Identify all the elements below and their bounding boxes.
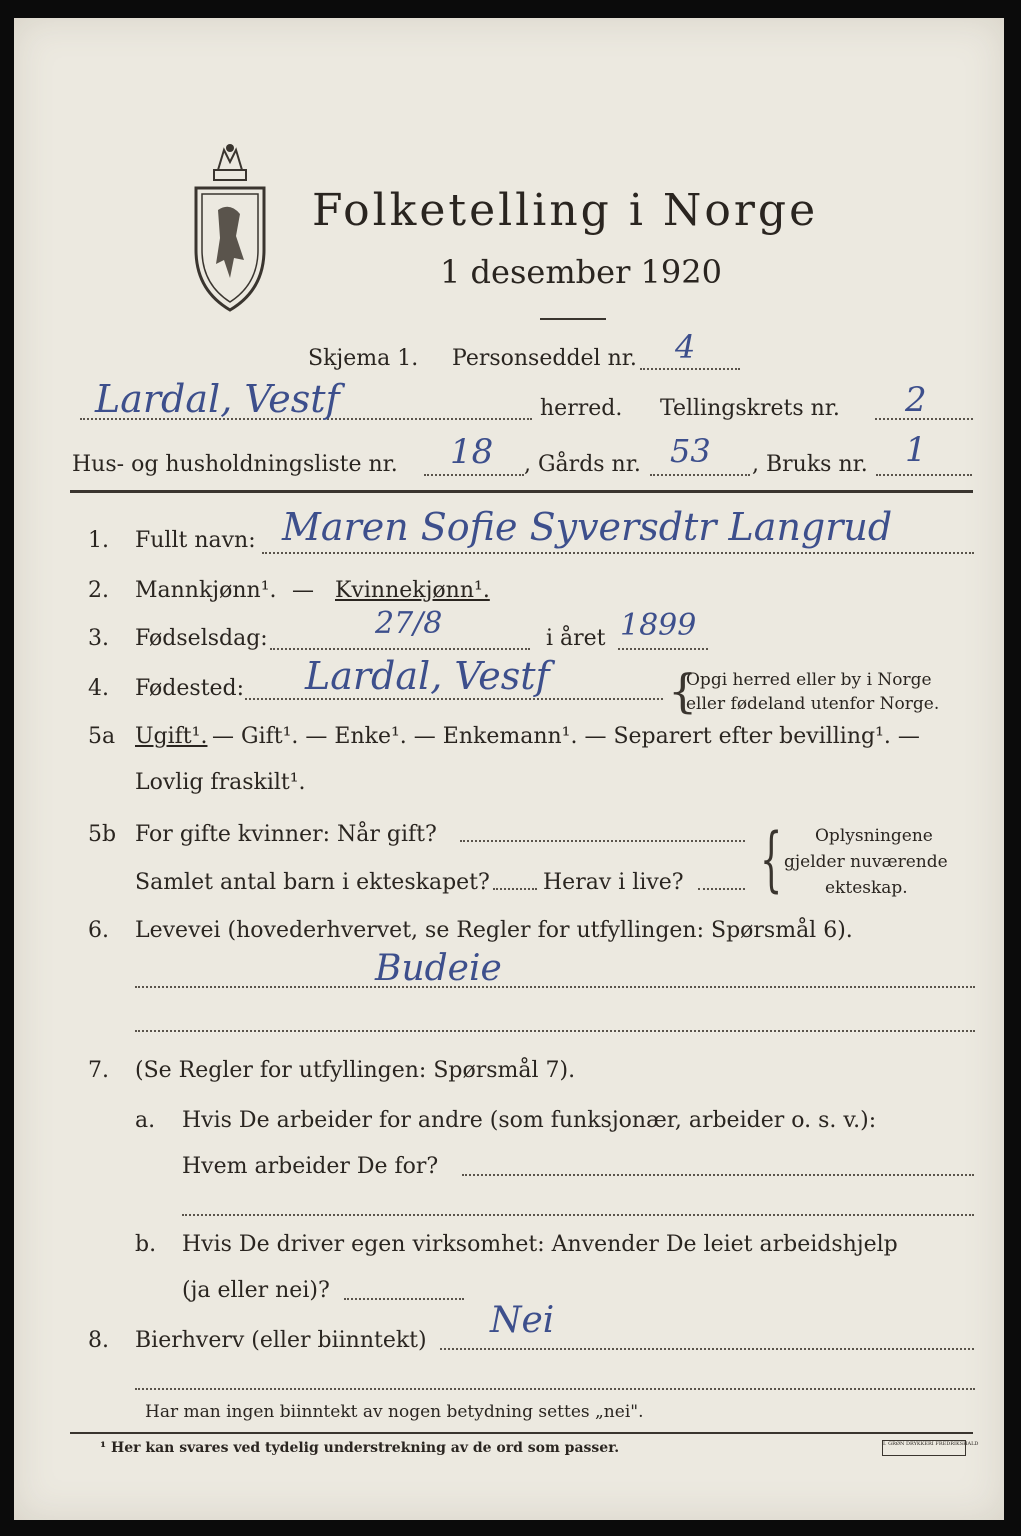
bruks-label: , Bruks nr. <box>752 452 868 477</box>
q7a-employer-field-line <box>462 1174 974 1176</box>
q6-number: 6. <box>88 918 109 943</box>
q8-field-line-2 <box>135 1388 975 1390</box>
q5a-options[interactable]: — Gift¹. — Enke¹. — Enkemann¹. — Separert efter bevilling¹. — <box>212 724 920 749</box>
q3-birthday-value[interactable]: 27/8 <box>375 606 443 641</box>
q5b-label-alive: Herav i live? <box>543 870 684 895</box>
q7b-yesno-label: (ja eller nei)? <box>182 1278 330 1303</box>
census-form-page <box>14 18 1004 1520</box>
gards-label: , Gårds nr. <box>524 452 641 477</box>
q8-side-income-value[interactable]: Nei <box>490 1300 555 1341</box>
q5b-label-married: For gifte kvinner: Når gift? <box>135 822 437 847</box>
hus-field-line <box>424 474 524 476</box>
q4-field-line <box>245 698 663 700</box>
q8-field-line <box>440 1348 974 1350</box>
title-divider <box>540 318 606 320</box>
q3-label: Fødselsdag: <box>135 626 268 651</box>
q5b-children-field-line <box>493 888 537 890</box>
q4-birthplace-value[interactable]: Lardal, Vestf <box>305 654 550 698</box>
q7b-field-line <box>344 1298 464 1300</box>
printer-stamp: I. GRØN DRYKKERI FREDRIKSHALD <box>882 1440 966 1456</box>
q5a-number: 5a <box>88 724 116 749</box>
q6-label: Levevei (hovederhvervet, se Regler for utfyllingen: Spørsmål 6). <box>135 918 853 943</box>
bruks-field-line <box>876 474 972 476</box>
hus-label: Hus- og husholdningsliste nr. <box>72 452 398 477</box>
q3-field-line <box>270 648 530 650</box>
q8-number: 8. <box>88 1328 109 1353</box>
q4-number: 4. <box>88 676 109 701</box>
tellingskrets-label: Tellingskrets nr. <box>660 396 840 421</box>
q5b-label-children: Samlet antal barn i ekteskapet? <box>135 870 490 895</box>
q6-field-line-1 <box>135 986 975 988</box>
q4-brace: { <box>668 664 698 718</box>
q5b-number: 5b <box>88 822 117 847</box>
q8-label: Bierhverv (eller biinntekt) <box>135 1328 427 1353</box>
tellingskrets-value[interactable]: 2 <box>905 380 927 420</box>
footnote: ¹ Her kan svares ved tydelig understrekning av de ord som passer. <box>100 1440 620 1456</box>
q6-occupation-value[interactable]: Budeie <box>375 948 502 989</box>
gards-field-line <box>650 474 750 476</box>
form-title: Folketelling i Norge <box>312 185 819 236</box>
q2-number: 2. <box>88 578 109 603</box>
q7a-number: a. <box>135 1108 156 1133</box>
q7a-employer-label: Hvem arbeider De for? <box>182 1154 439 1179</box>
q7b-label: Hvis De driver egen virksomhet: Anvender De leiet arbeidshjelp <box>182 1232 898 1257</box>
q3-number: 3. <box>88 626 109 651</box>
q1-field-line <box>262 552 974 554</box>
q1-number: 1. <box>88 528 109 553</box>
herred-label: herred. <box>540 396 623 421</box>
q4-note-1: Opgi herred eller by i Norge <box>686 670 932 690</box>
q7a-field-line-2 <box>182 1214 974 1216</box>
q6-field-line-2 <box>135 1030 975 1032</box>
q4-label: Fødested: <box>135 676 245 701</box>
footer-note: Har man ingen biinntekt av nogen betydning settes „nei". <box>145 1402 644 1422</box>
q5a-lovlig-fraskilt[interactable]: Lovlig fraskilt¹. <box>135 770 306 795</box>
q5b-note-3: ekteskap. <box>825 878 908 898</box>
q5b-note-2: gjelder nuværende <box>784 852 948 872</box>
q3-year-label: i året <box>546 626 606 651</box>
q5b-brace: { <box>760 818 783 900</box>
q1-full-name-value[interactable]: Maren Sofie Syversdtr Langrud <box>282 505 893 549</box>
personseddel-field-line <box>640 368 740 370</box>
q3-year-field-line <box>618 648 708 650</box>
q2-kvinnekjonn[interactable]: Kvinnekjønn¹. <box>335 578 490 603</box>
q5a-ugift[interactable]: Ugift¹. <box>135 724 208 749</box>
q2-mannkjonn[interactable]: Mannkjønn¹. <box>135 578 277 603</box>
herred-value[interactable]: Lardal, Vestf <box>95 377 340 421</box>
q2-separator: — <box>292 578 314 603</box>
norway-coat-of-arms-icon <box>190 140 270 315</box>
personseddel-value[interactable]: 4 <box>675 328 696 366</box>
header-separator <box>70 490 973 493</box>
gards-value[interactable]: 53 <box>670 432 711 470</box>
q7a-label: Hvis De arbeider for andre (som funksjonær, arbeider o. s. v.): <box>182 1108 877 1133</box>
q5b-alive-field-line <box>698 888 745 890</box>
form-date: 1 desember 1920 <box>440 253 722 291</box>
q7b-number: b. <box>135 1232 157 1257</box>
q7-number: 7. <box>88 1058 109 1083</box>
q1-label: Fullt navn: <box>135 528 256 553</box>
personseddel-label: Personseddel nr. <box>452 346 637 371</box>
footer-separator <box>70 1432 973 1434</box>
hus-value[interactable]: 18 <box>450 432 494 472</box>
q3-year-value[interactable]: 1899 <box>620 608 697 643</box>
bruks-value[interactable]: 1 <box>905 430 927 470</box>
skjema-label: Skjema 1. <box>308 346 419 371</box>
q7-label: (Se Regler for utfyllingen: Spørsmål 7). <box>135 1058 576 1083</box>
q4-note-2: eller fødeland utenfor Norge. <box>686 694 940 714</box>
q5b-note-1: Oplysningene <box>815 826 933 846</box>
q5b-married-field-line <box>460 840 745 842</box>
